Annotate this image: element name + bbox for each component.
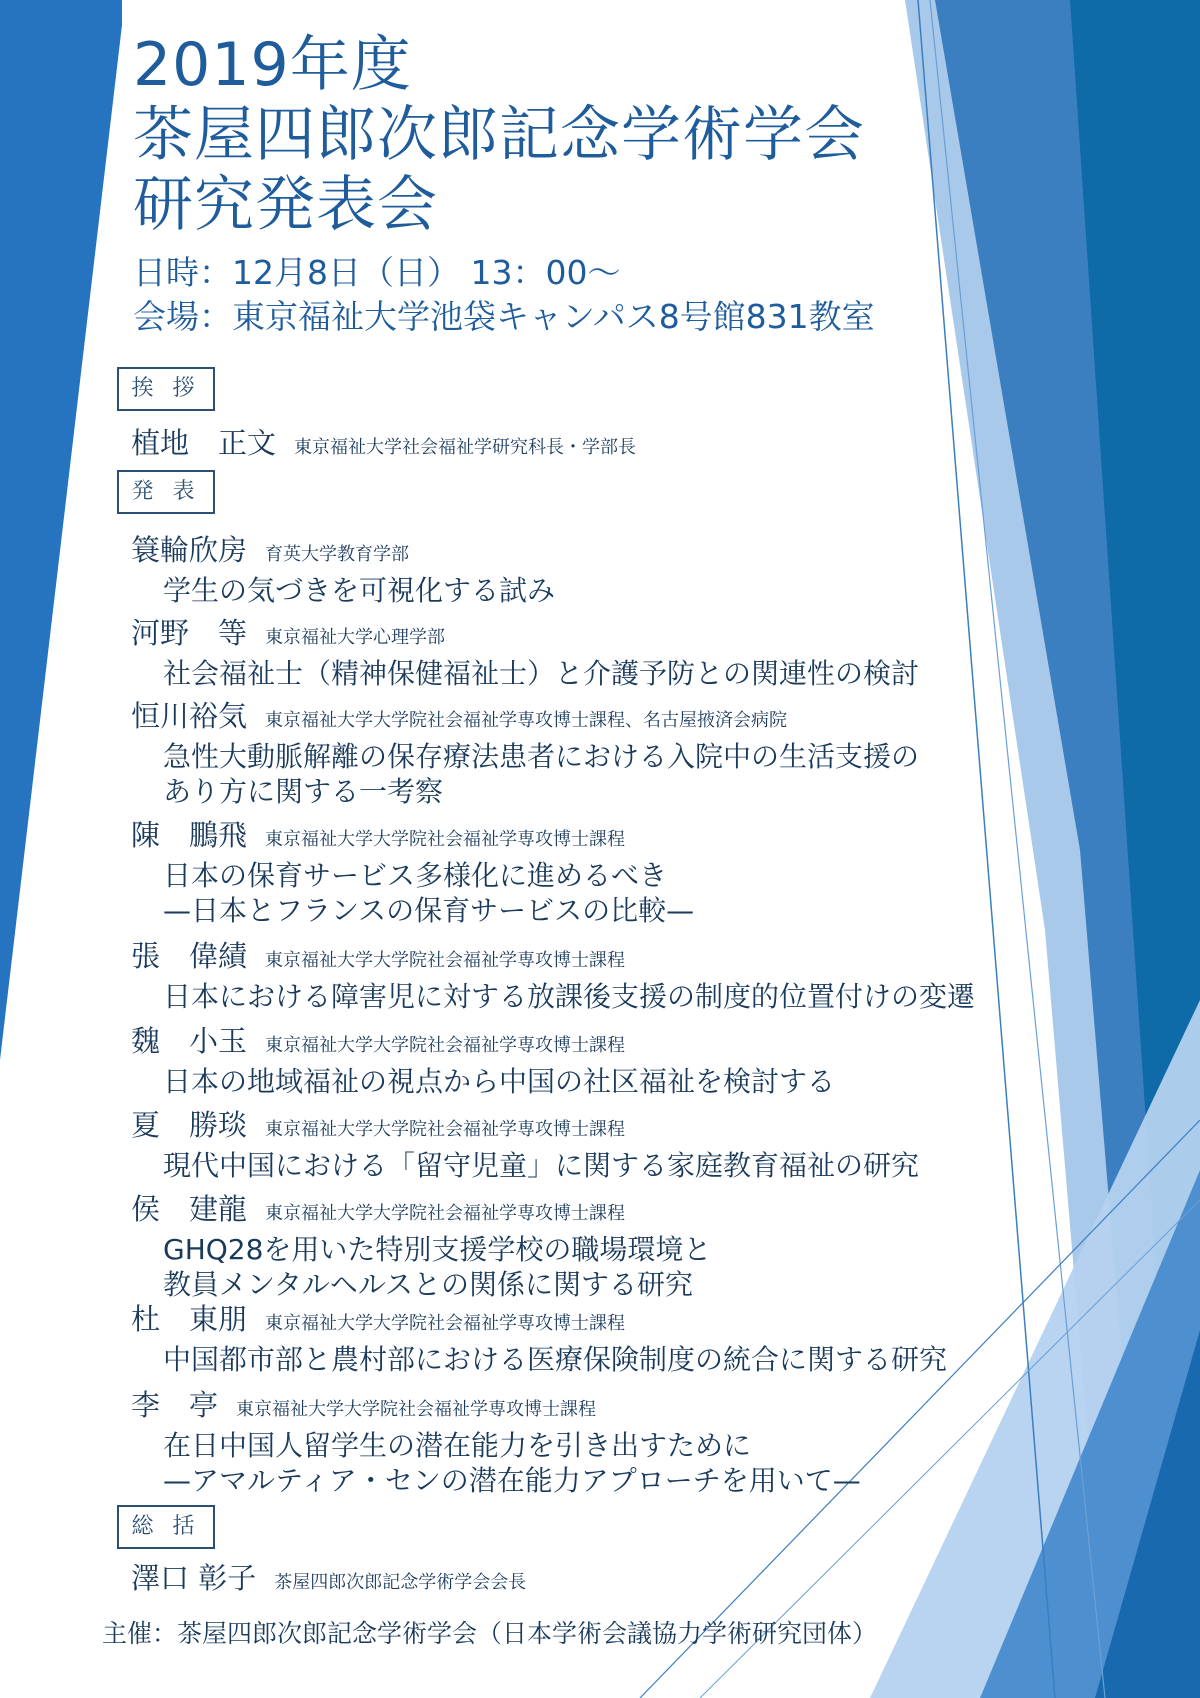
title-line-2: 茶屋四郎次郎記念学術学会 — [133, 100, 865, 170]
organizer-line: 主催：茶屋四郎次郎記念学術学会（日本学術会議協力学術研究団体） — [102, 1619, 878, 1648]
section-label-presentations: 発 表 — [117, 470, 215, 514]
presentation-title-line-2: 教員メンタルヘルスとの関係に関する研究 — [163, 1268, 694, 1301]
presenter-name: 張 偉績 — [131, 939, 248, 973]
presentation-item-9 — [131, 1301, 1131, 1377]
presenter-name: 夏 勝琰 — [131, 1108, 248, 1142]
title-line-3: 研究発表会 — [133, 170, 438, 240]
presenter-name: 陳 鵬飛 — [131, 818, 248, 852]
presentation-title-line-1: 在日中国人留学生の潜在能力を引き出すために — [163, 1429, 752, 1462]
presenter-affiliation: 東京福祉大学大学院社会福祉学専攻博士課程 — [265, 1313, 626, 1334]
presentation-item-8 — [131, 1191, 1131, 1302]
presentation-item-6 — [131, 1023, 1131, 1099]
presentation-item-5 — [131, 938, 1131, 1014]
presenter-name: 河野 等 — [131, 616, 248, 650]
greeting-speaker-name: 植地 正文 — [131, 426, 277, 460]
summary-entry — [131, 1560, 1131, 1601]
presentation-item-3 — [131, 698, 1131, 809]
presenter-name: 簑輪欣房 — [131, 533, 248, 567]
presentation-title-line-1: 日本の保育サービス多様化に進めるべき — [163, 859, 668, 892]
summary-speaker-affiliation: 茶屋四郎次郎記念学術学会会長 — [274, 1572, 527, 1593]
presenter-name: 恒川裕気 — [131, 699, 248, 733]
presenter-affiliation: 東京福祉大学大学院社会福祉学専攻博士課程、名古屋掖済会病院 — [265, 710, 788, 731]
event-venue: 会場：東京福祉大学池袋キャンパス8号館831教室 — [133, 297, 875, 336]
presentation-title: 中国都市部と農村部における医療保険制度の統合に関する研究 — [163, 1343, 948, 1376]
presenter-affiliation: 東京福祉大学大学院社会福祉学専攻博士課程 — [236, 1399, 597, 1420]
presenter-name: 侯 建龍 — [131, 1192, 248, 1226]
presenter-name: 魏 小玉 — [131, 1024, 248, 1058]
presentation-title-line-1: GHQ28を用いた特別支援学校の職場環境と — [163, 1233, 712, 1266]
presenter-affiliation: 東京福祉大学大学院社会福祉学専攻博士課程 — [265, 829, 626, 850]
presentation-title: 社会福祉士（精神保健福祉士）と介護予防との関連性の検討 — [163, 657, 920, 690]
presenter-name: 李 亭 — [131, 1388, 219, 1422]
presenter-name: 杜 東朋 — [131, 1302, 248, 1336]
presentation-title-line-2: —日本とフランスの保育サービスの比較— — [163, 894, 695, 927]
presentation-item-4 — [131, 817, 1131, 928]
title-line-1: 2019年度 — [133, 30, 412, 100]
presentation-item-7 — [131, 1107, 1131, 1183]
presentation-item-1 — [131, 532, 1131, 608]
presenter-affiliation: 東京福祉大学大学院社会福祉学専攻博士課程 — [265, 1119, 626, 1140]
presentation-item-2 — [131, 615, 1131, 691]
presenter-affiliation: 育英大学教育学部 — [265, 544, 410, 565]
presentation-title: 日本における障害児に対する放課後支援の制度的位置付けの変遷 — [163, 980, 976, 1013]
presentation-title: 現代中国における「留守児童」に関する家庭教育福祉の研究 — [163, 1149, 920, 1182]
presentation-item-10 — [131, 1387, 1131, 1498]
section-label-summary: 総 括 — [117, 1505, 215, 1549]
presentation-title-line-2: あり方に関する一考察 — [163, 775, 444, 808]
presentation-title: 日本の地域福祉の視点から中国の社区福祉を検討する — [163, 1065, 836, 1098]
presentation-title: 学生の気づきを可視化する試み — [163, 574, 556, 607]
presentation-title-line-2: —アマルティア・センの潜在能力アプローチを用いて— — [163, 1464, 861, 1497]
presenter-affiliation: 東京福祉大学大学院社会福祉学専攻博士課程 — [265, 1203, 626, 1224]
summary-speaker-name: 澤口 彰子 — [131, 1561, 257, 1595]
presenter-affiliation: 東京福祉大学大学院社会福祉学専攻博士課程 — [265, 950, 626, 971]
greeting-entry — [131, 425, 1131, 466]
presenter-affiliation: 東京福祉大学大学院社会福祉学専攻博士課程 — [265, 1035, 626, 1056]
greeting-speaker-affiliation: 東京福祉大学社会福祉学研究科長・学部長 — [294, 437, 637, 458]
event-datetime: 日時：12月8日（日） 13：00～ — [133, 253, 621, 292]
section-label-greeting: 挨 拶 — [117, 367, 215, 411]
presenter-affiliation: 東京福祉大学心理学部 — [265, 627, 446, 648]
presentation-title-line-1: 急性大動脈解離の保存療法患者における入院中の生活支援の — [163, 740, 920, 773]
